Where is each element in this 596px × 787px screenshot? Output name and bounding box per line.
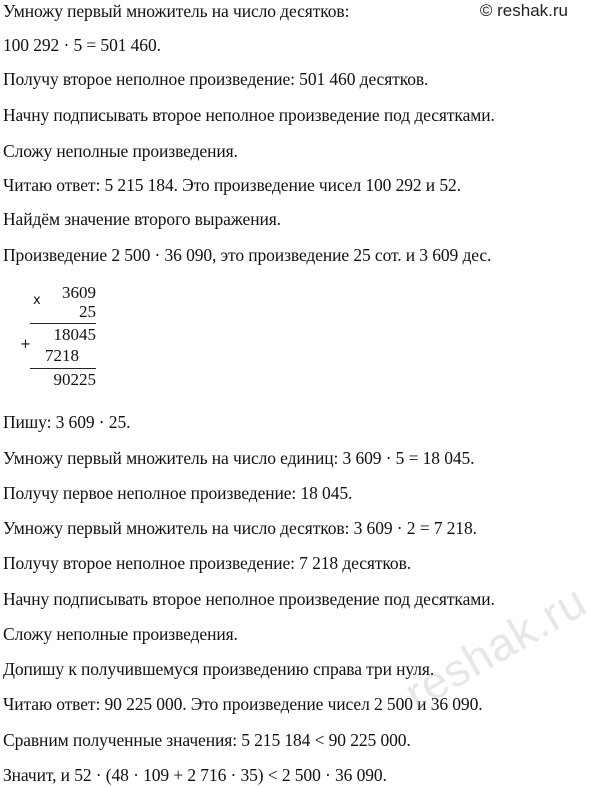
watermark: reshak.ru bbox=[395, 574, 596, 720]
text-line: Умножу первый множитель на число десятков: 3 609 · 2 = 7 218. bbox=[3, 518, 477, 538]
text-line: Умножу первый множитель на число единиц: 3 609 · 5 = 18 045. bbox=[3, 448, 475, 468]
text-line: Сравним полученные значения: 5 215 184 < 90 225 000. bbox=[3, 730, 411, 750]
equation-line: 100 292 · 5 = 501 460. bbox=[3, 35, 161, 55]
conclusion-line: Значит, и 52 · (48 · 109 + 2 716 · 35) < 2 500 · 36 090. bbox=[3, 765, 387, 785]
partial-product-1: 18045 bbox=[53, 325, 96, 344]
multiply-sign: x bbox=[33, 293, 41, 308]
plus-sign: + bbox=[20, 337, 31, 352]
text-line: Начну подписывать второе неполное произведение под десятками. bbox=[3, 589, 495, 609]
final-product: 90225 bbox=[53, 370, 96, 389]
text-line: Читаю ответ: 5 215 184. Это произведение чисел 100 292 и 52. bbox=[3, 175, 461, 195]
text-line: Найдём значение второго выражения. bbox=[3, 209, 281, 229]
site-label: © reshak.ru bbox=[479, 1, 568, 20]
factor-2: 25 bbox=[79, 302, 96, 321]
text-line: Начну подписывать второе неполное произведение под десятками. bbox=[3, 105, 495, 125]
text-line: Получу второе неполное произведение: 501 460 десятков. bbox=[3, 69, 429, 89]
partial-product-2: 7218 bbox=[45, 346, 79, 365]
text-line: Пишу: 3 609 · 25. bbox=[3, 412, 131, 432]
text-line: Читаю ответ: 90 225 000. Это произведение чисел 2 500 и 36 090. bbox=[3, 694, 483, 714]
text-line: Допишу к получившемуся произведению справа три нуля. bbox=[3, 659, 435, 679]
column-multiplication bbox=[18, 282, 98, 392]
text-line: Получу второе неполное произведение: 7 218 десятков. bbox=[3, 553, 412, 573]
text-line: Сложу неполные произведения. bbox=[3, 624, 238, 644]
text-line: Сложу неполные произведения. bbox=[3, 141, 238, 161]
factor-1: 3609 bbox=[62, 283, 96, 302]
text-line: Умножу первый множитель на число десятков: bbox=[3, 1, 350, 21]
text-line: Получу первое неполное произведение: 18 045. bbox=[3, 483, 353, 503]
text-line: Произведение 2 500 · 36 090, это произведение 25 сот. и 3 609 дес. bbox=[3, 245, 492, 265]
